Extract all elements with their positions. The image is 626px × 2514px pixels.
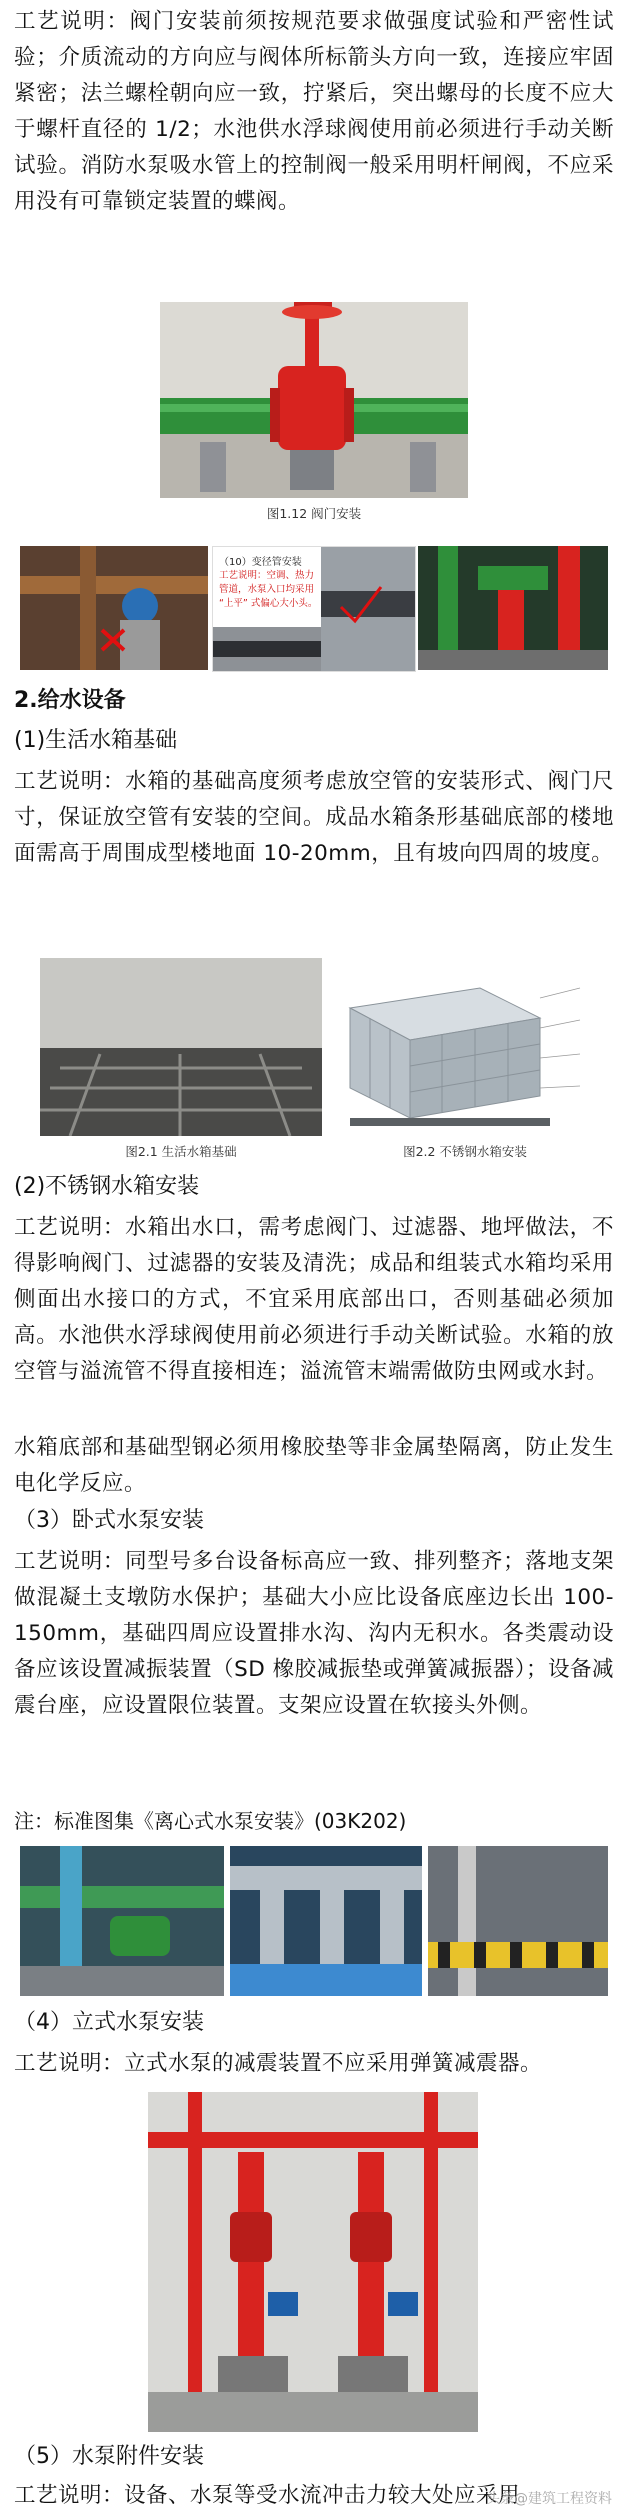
reducer-desc: 工艺说明：空调、热力管道，水泵入口均采用 “上平” 式偏心大小头。 xyxy=(219,570,318,609)
valve-wrong-photo xyxy=(20,546,208,670)
pump-inlet-photo xyxy=(418,546,608,670)
s2-paragraph: 工艺说明：水箱出水口，需考虑阀门、过滤器、地坪做法，不得影响阀门、过滤器的安装及清洗；成品和组装式水箱均采用侧面出水接口的方式，不宜采用底部出口，否则基础必须加高。水池供水浮球阀使用前必须进行手动关断试验。水箱的放空管与溢流管不得直接相连；溢流管末端需做防虫网或水封。 xyxy=(14,1215,614,1384)
vertical-pump-photo xyxy=(148,2092,478,2432)
reducer-title: （10）变径管安装 xyxy=(219,557,302,568)
s2-paragraph-2: 水箱底部和基础型钢必须用橡胶垫等非金属垫隔离，防止发生电化学反应。 xyxy=(14,1435,614,1496)
watermark: 头条@建筑工程资料 xyxy=(486,2491,612,2507)
horizontal-pump-photo-1 xyxy=(20,1846,224,1996)
fig-2-1-caption: 图2.1 生活水箱基础 xyxy=(125,1144,237,1159)
water-tank-foundation-photo xyxy=(40,958,322,1136)
reducer-install-panel xyxy=(212,546,416,672)
section-2-title: 2.给水设备 xyxy=(14,688,126,713)
fig-2-2-caption: 图2.2 不锈钢水箱安装 xyxy=(403,1144,527,1159)
s5-title: （5）水泵附件安装 xyxy=(14,2444,204,2469)
stainless-tank-diagram xyxy=(330,958,600,1136)
s4-title: （4）立式水泵安装 xyxy=(14,2010,204,2035)
s1-title: (1)生活水箱基础 xyxy=(14,728,178,753)
s3-title: （3）卧式水泵安装 xyxy=(14,1508,204,1533)
horizontal-pump-photo-2 xyxy=(230,1846,422,1996)
s1-paragraph: 工艺说明：水箱的基础高度须考虑放空管的安装形式、阀门尺寸，保证放空管有安装的空间。成品水箱条形基础底部的楼地面需高于周围成型楼地面 10-20mm，且有坡向四周的坡度。 xyxy=(14,769,614,866)
fig-1-12-caption: 图1.12 阀门安装 xyxy=(266,506,362,521)
s5-paragraph: 工艺说明：设备、水泵等受水流冲击力较大处应采用 xyxy=(14,2483,521,2508)
valve-installation-photo xyxy=(160,302,468,498)
s3-note: 注：标准图集《离心式水泵安装》(03K202) xyxy=(14,1809,407,1833)
s3-paragraph: 工艺说明：同型号多台设备标高应一致、排列整齐；落地支架做混凝土支墩防水保护；基础大小应比设备底座边长出 100-150mm，基础四周应设置排水沟、沟内无积水。各类震动设备应该设置减振装置（SD 橡胶减振垫或弹簧减振器）；设备减震台座，应设置限位装置。支架应设置在软接头外侧。 xyxy=(14,1549,614,1718)
intro-paragraph: 工艺说明：阀门安装前须按规范要求做强度试验和严密性试验；介质流动的方向应与阀体所标箭头方向一致，连接应牢固紧密；法兰螺栓朝向应一致，拧紧后，突出螺母的长度不应大于螺杆直径的 1/2；水池供水浮球阀使用前必须进行手动关断试验。消防水泵吸水管上的控制阀一般采用明杆闸阀，不应采用没有可靠锁定装置的蝶阀。 xyxy=(14,9,614,214)
s2-title: (2)不锈钢水箱安装 xyxy=(14,1174,200,1199)
pump-base-photo xyxy=(428,1846,608,1996)
s4-paragraph: 工艺说明：立式水泵的减震装置不应采用弹簧减震器。 xyxy=(14,2051,543,2076)
